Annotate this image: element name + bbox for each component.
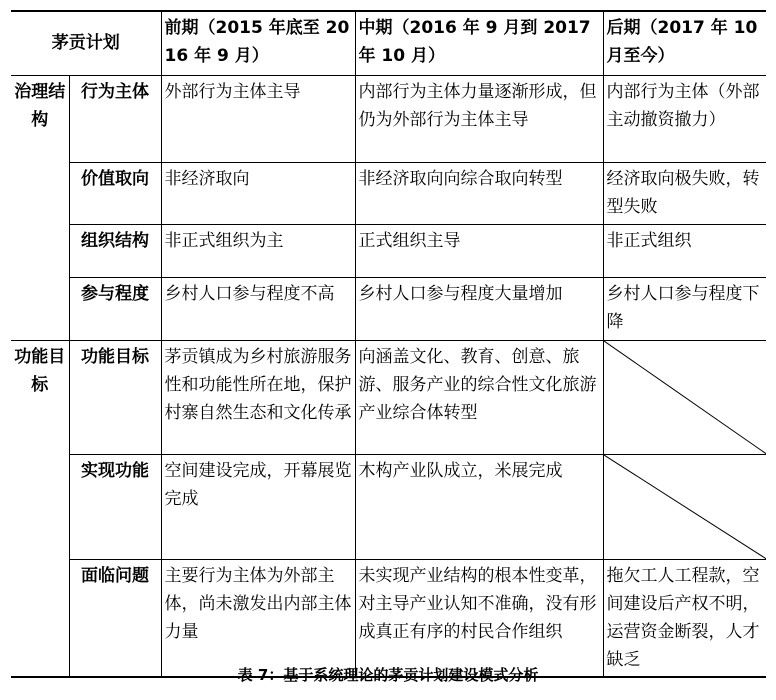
cell-late: 乡村人口参与程度下降: [603, 277, 766, 340]
cell-middle: 内部行为主体力量逐渐形成，但仍为外部行为主体主导: [355, 75, 603, 162]
row-label-function-goal: 功能目标: [69, 340, 161, 454]
cell-late: 拖欠工人工程款，空间建设后产权不明，运营资金断裂，人才缺乏: [603, 559, 766, 677]
row-label-value-orientation: 价值取向: [69, 162, 161, 224]
header-early-phase: 前期（2015 年底至 2016 年 9 月）: [161, 11, 355, 75]
row-label-participation: 参与程度: [69, 277, 161, 340]
empty-diagonal-cell: [603, 340, 766, 454]
category-cell-governance: 治理结构: [11, 75, 69, 340]
table-header-row: [11, 11, 766, 75]
header-middle-phase: 中期（2016 年 9 月到 2017 年 10 月）: [355, 11, 603, 75]
cell-late: 内部行为主体（外部主动撤资撤力）: [603, 75, 766, 162]
cell-late: 经济取向极失败，转型失败: [603, 162, 766, 224]
cell-early: 空间建设完成，开幕展览完成: [161, 454, 355, 559]
cell-middle: 乡村人口参与程度大量增加: [355, 277, 603, 340]
table-caption: 表 7：基于系统理论的茅贡计划建设模式分析: [237, 666, 539, 684]
cell-early: 非正式组织为主: [161, 224, 355, 277]
table-row: [11, 75, 766, 162]
cell-early: 主要行为主体为外部主体，尚未激发出内部主体力量: [161, 559, 355, 677]
diagonal-line: [604, 341, 767, 454]
row-label-problems: 面临问题: [69, 559, 161, 677]
cell-early: 非经济取向: [161, 162, 355, 224]
empty-diagonal-cell: [603, 454, 766, 559]
cell-early: 外部行为主体主导: [161, 75, 355, 162]
header-corner-cell: 茅贡计划: [11, 11, 161, 75]
cell-middle: 向涵盖文化、教育、创意、旅游、服务产业的综合性文化旅游产业综合体转型: [355, 340, 603, 454]
analysis-table: [11, 10, 766, 678]
cell-middle: 木构产业队成立，米展完成: [355, 454, 603, 559]
table-row: [11, 224, 766, 277]
cell-middle: 正式组织主导: [355, 224, 603, 277]
header-late-phase: 后期（2017 年 10 月至今）: [603, 11, 766, 75]
row-label-org-structure: 组织结构: [69, 224, 161, 277]
table-row: [11, 277, 766, 340]
cell-early: 茅贡镇成为乡村旅游服务性和功能性所在地，保护村寨自然生态和文化传承: [161, 340, 355, 454]
cell-middle: 未实现产业结构的根本性变革，对主导产业认知不准确，没有形成真正有序的村民合作组织: [355, 559, 603, 677]
table-row: [11, 454, 766, 559]
category-cell-function: 功能目标: [11, 340, 69, 677]
cell-middle: 非经济取向向综合取向转型: [355, 162, 603, 224]
table-row: [11, 162, 766, 224]
row-label-actor: 行为主体: [69, 75, 161, 162]
cell-late: 非正式组织: [603, 224, 766, 277]
cell-early: 乡村人口参与程度不高: [161, 277, 355, 340]
table-row: [11, 340, 766, 454]
row-label-realized-function: 实现功能: [69, 454, 161, 559]
table-row: [11, 559, 766, 677]
diagonal-line: [604, 455, 767, 559]
